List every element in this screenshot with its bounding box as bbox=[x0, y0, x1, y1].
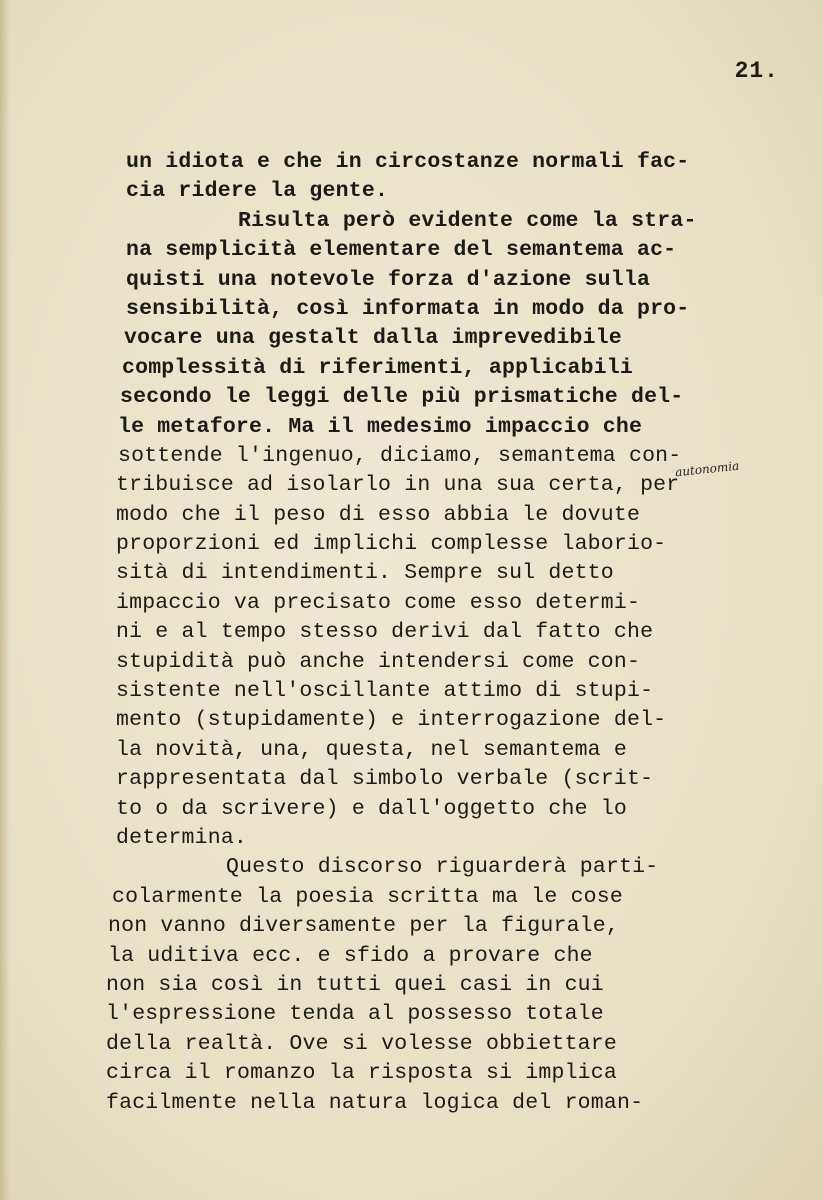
text-line: cia ridere la gente. bbox=[126, 179, 389, 204]
handwritten-annotation: autonomia bbox=[674, 458, 740, 480]
text-line: quisti una notevole forza d'azione sulla bbox=[126, 267, 651, 292]
text-line: non vanno diversamente per la figurale, bbox=[108, 914, 619, 939]
text-line: to o da scrivere) e dall'oggetto che lo bbox=[116, 796, 627, 821]
text-line: l'espressione tenda al possesso totale bbox=[106, 1002, 604, 1027]
text-line: un idiota e che in circostanze normali fac- bbox=[126, 150, 690, 174]
text-line: proporzioni ed implichi complesse laborio- bbox=[116, 532, 667, 557]
text-line: secondo le leggi delle più prismatiche del- bbox=[120, 385, 684, 410]
text-line: Risulta però evidente come la stra- bbox=[238, 208, 697, 233]
text-line: determina. bbox=[116, 825, 248, 850]
text-line: sensibilità, così informata in modo da pro- bbox=[126, 296, 690, 321]
text-line: facilmente nella natura logica del roman- bbox=[106, 1090, 644, 1115]
text-line: tribuisce ad isolarlo in una sua certa, per bbox=[116, 473, 680, 498]
text-line: sistente nell'oscillante attimo di stupi- bbox=[116, 679, 654, 704]
text-line: complessità di riferimenti, applicabili bbox=[122, 355, 633, 380]
page-number: 21. bbox=[734, 58, 779, 84]
text-line: na semplicità elementare del semantema ac- bbox=[126, 238, 677, 263]
text-line: stupidità può anche intendersi come con- bbox=[116, 649, 641, 674]
text-line: sottende l'ingenuo, diciamo, semantema con- bbox=[118, 443, 682, 468]
text-line: non sia così in tutti quei casi in cui bbox=[106, 972, 604, 997]
text-line: impaccio va precisato come esso determi- bbox=[116, 590, 641, 615]
text-line: della realtà. Ove si volesse obbiettare bbox=[106, 1031, 617, 1056]
text-line: modo che il peso di esso abbia le dovute bbox=[116, 502, 641, 527]
text-line: sità di intendimenti. Sempre sul detto bbox=[116, 561, 614, 586]
page-edge-shadow bbox=[0, 0, 10, 1200]
text-line: la uditiva ecc. e sfido a provare che bbox=[108, 943, 593, 968]
text-line: mento (stupidamente) e interrogazione del- bbox=[116, 708, 667, 733]
text-line: la novità, una, questa, nel semantema e bbox=[116, 737, 627, 762]
text-line: Questo discorso riguarderà parti- bbox=[226, 855, 659, 880]
text-line: le metafore. Ma il medesimo impaccio che bbox=[118, 414, 643, 439]
typewritten-body bbox=[106, 148, 786, 1118]
text-line: ni e al tempo stesso derivi dal fatto che bbox=[116, 620, 654, 645]
text-line: colarmente la poesia scritta ma le cose bbox=[112, 884, 623, 909]
text-line: rappresentata dal simbolo verbale (scrit- bbox=[116, 767, 654, 792]
text-line: vocare una gestalt dalla imprevedibile bbox=[124, 326, 622, 351]
text-line: circa il romanzo la risposta si implica bbox=[106, 1061, 617, 1086]
